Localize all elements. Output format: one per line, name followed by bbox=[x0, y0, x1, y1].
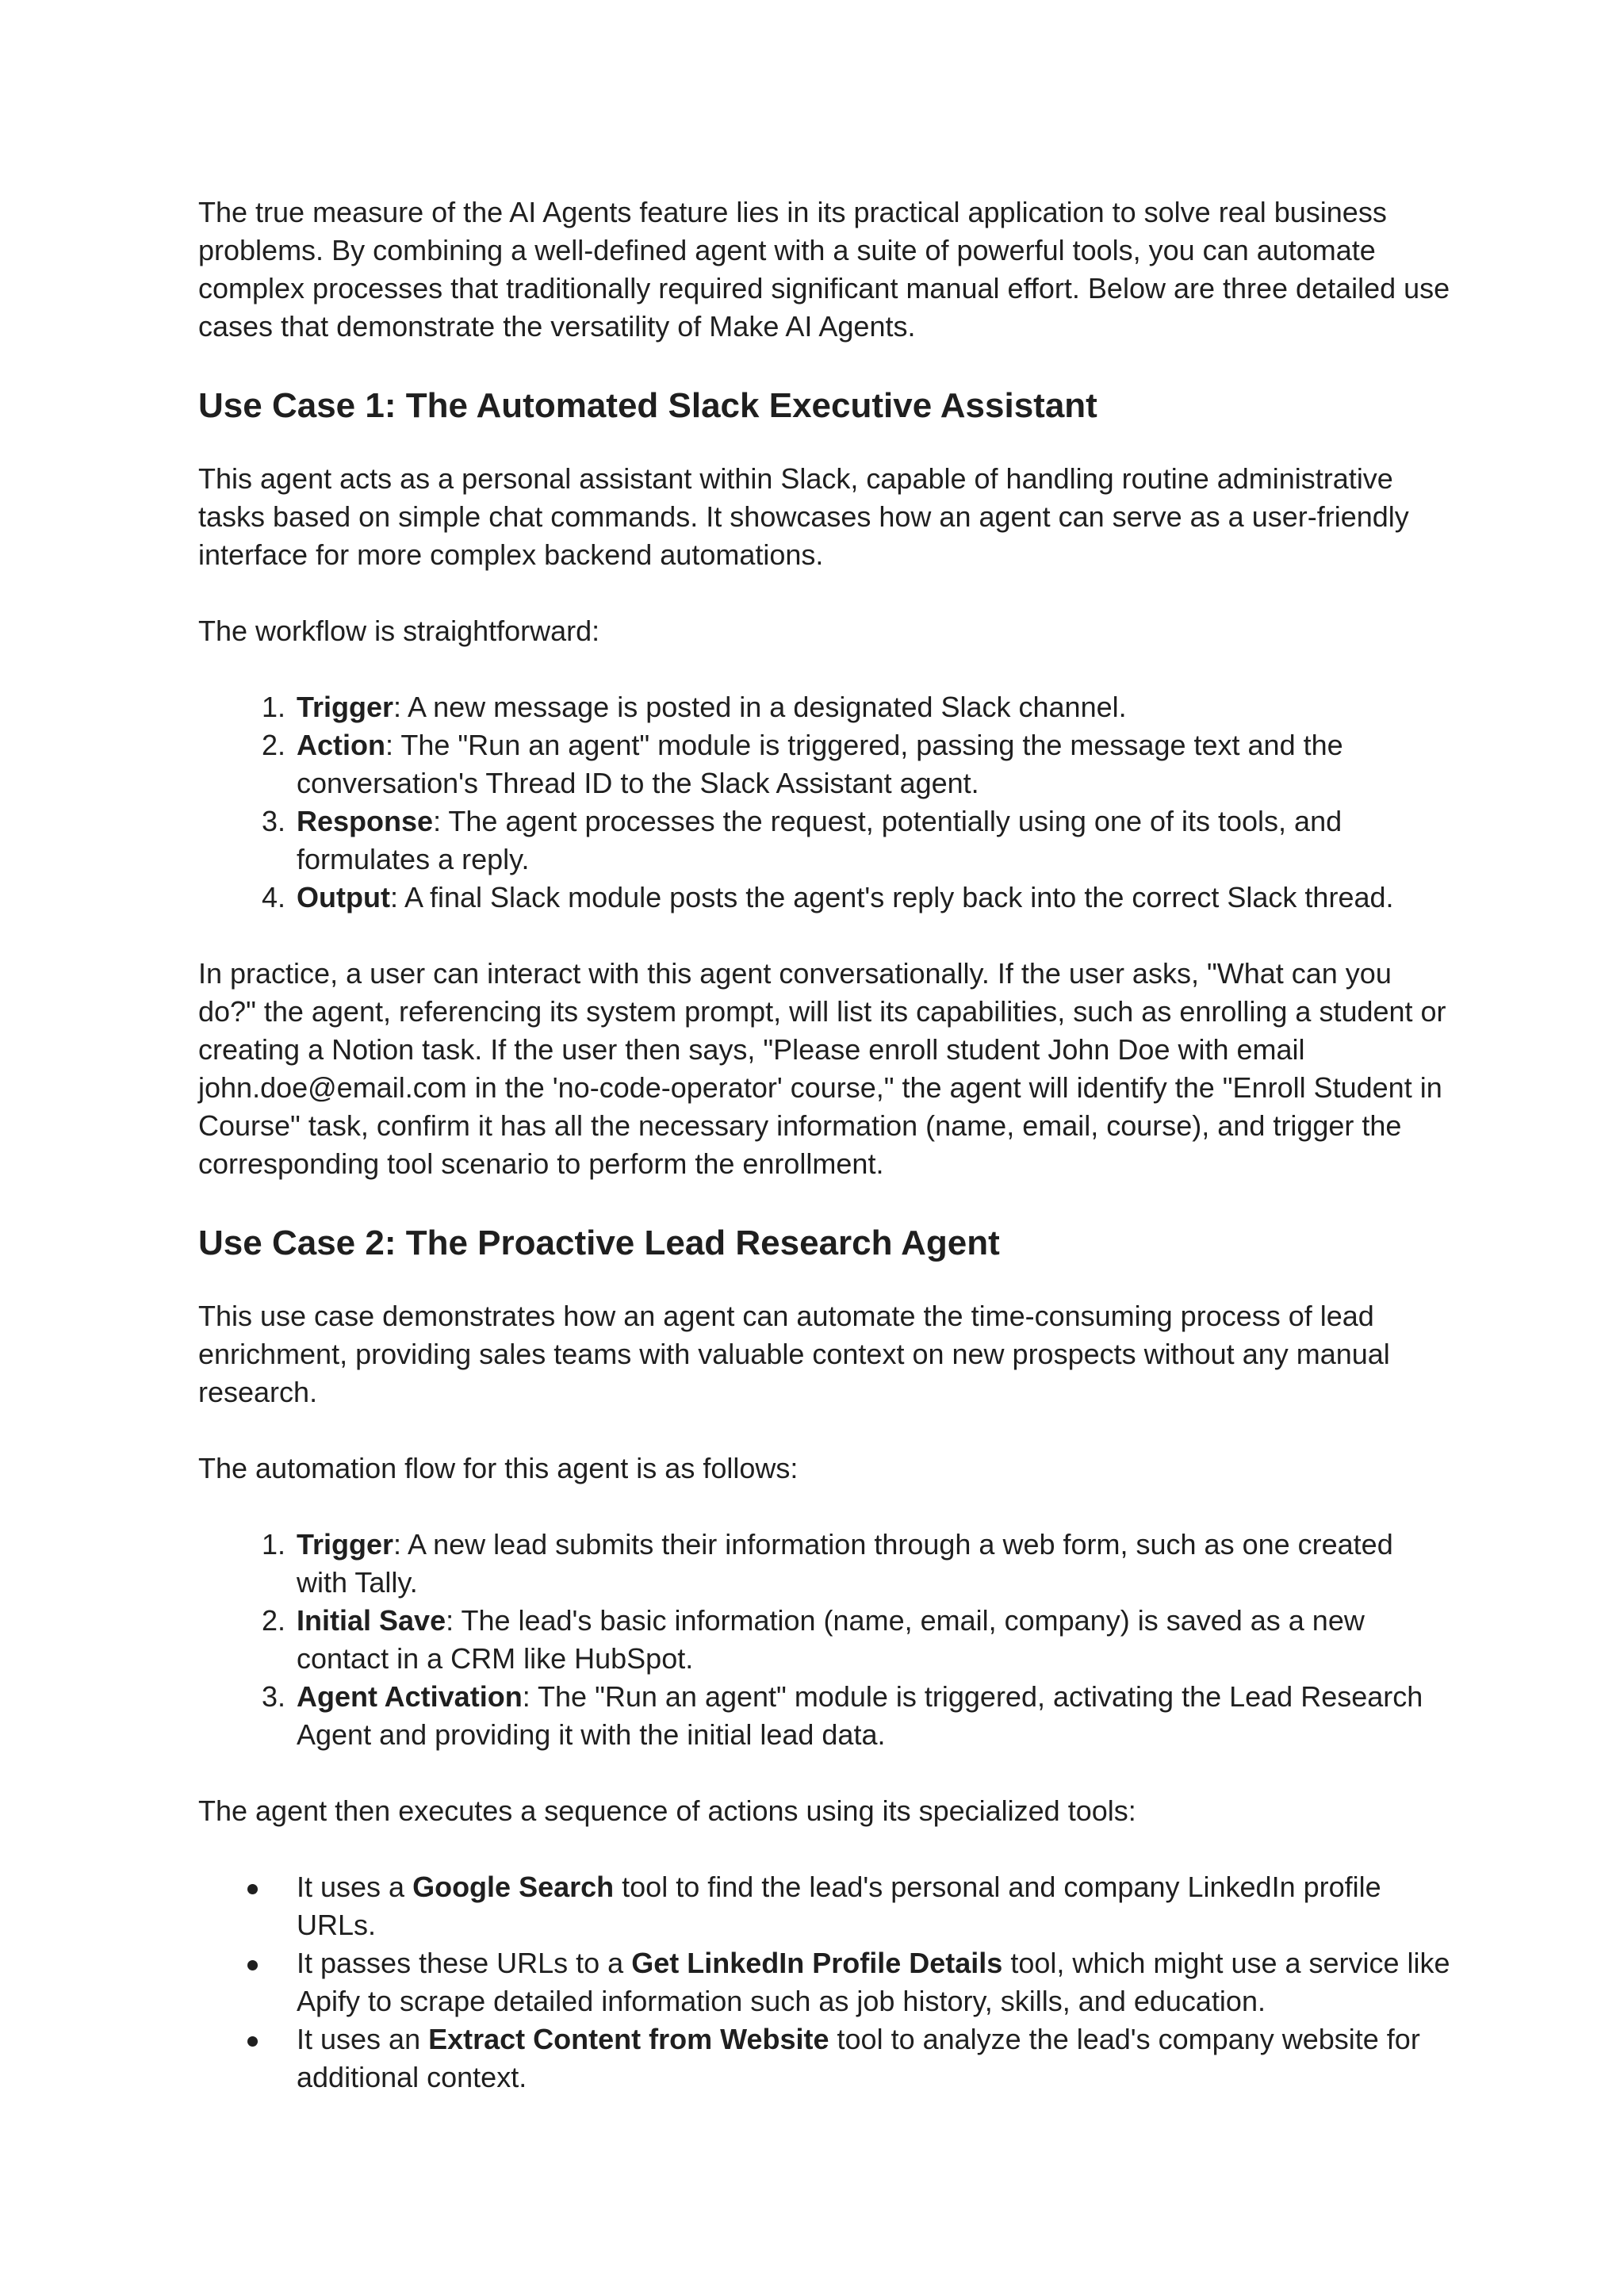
list-number: 3. bbox=[261, 1680, 285, 1713]
list-number: 2. bbox=[261, 1604, 285, 1637]
use-case-1-practice: In practice, a user can interact with this agent conversationally. If the user asks, "What can you do?" the agent, referencing its system prompt, will list its capabilities, such as enrolling a student or creating a Notion task. If the user then says, "Please enroll student John Doe with email john.doe@email.com in the 'no-code-operator' course," the agent will identify the "Enroll Student in Course" task, confirm it has all the necessary information (name, email, course), and trigger the corresponding tool scenario to perform the enrollment. bbox=[198, 957, 1446, 1180]
document-page bbox=[198, 193, 1451, 2097]
bullet-icon bbox=[247, 1960, 258, 1970]
step-term: Trigger bbox=[297, 691, 394, 723]
list-number: 3. bbox=[261, 805, 285, 837]
use-case-1-steps bbox=[198, 688, 1451, 917]
tool-text-after: tool to find the lead's personal and company LinkedIn profile URLs. bbox=[297, 1871, 1381, 1941]
tool-text-after: tool, which might use a service like Apify to scrape detailed information such as job history, skills, and education. bbox=[297, 1947, 1450, 2017]
list-item bbox=[198, 2020, 1451, 2097]
use-case-1-workflow-intro: The workflow is straightforward: bbox=[198, 615, 600, 647]
step-text: : The lead's basic information (name, email, company) is saved as a new contact in a CRM like HubSpot. bbox=[297, 1604, 1365, 1675]
bullet-icon bbox=[247, 1884, 258, 1894]
tool-text-before: It passes these URLs to a bbox=[297, 1947, 632, 1979]
list-number: 2. bbox=[261, 729, 285, 761]
list-item bbox=[198, 1678, 1451, 1754]
use-case-2-steps bbox=[198, 1526, 1451, 1754]
intro-paragraph: The true measure of the AI Agents feature lies in its practical application to solve real business problems. By combining a well-defined agent with a suite of powerful tools, you can automate complex processes that traditionally required significant manual effort. Below are three detailed use cases that demonstrate the versatility of Make AI Agents. bbox=[198, 196, 1450, 343]
use-case-2-flow-intro: The automation flow for this agent is as follows: bbox=[198, 1452, 799, 1484]
step-text: : A new message is posted in a designated Slack channel. bbox=[393, 691, 1127, 723]
step-term: Response bbox=[297, 805, 434, 837]
step-term: Trigger bbox=[297, 1528, 394, 1561]
step-text: : The agent processes the request, potentially using one of its tools, and formulates a reply. bbox=[297, 805, 1342, 875]
step-term: Output bbox=[297, 881, 390, 913]
tool-term: Get LinkedIn Profile Details bbox=[631, 1947, 1003, 1979]
step-text: : A new lead submits their information through a web form, such as one created with Tally. bbox=[297, 1528, 1393, 1599]
list-item bbox=[198, 726, 1451, 802]
step-text: : The "Run an agent" module is triggered, passing the message text and the conversation's Thread ID to the Slack Assistant agent. bbox=[297, 729, 1343, 799]
tool-text-before: It uses an bbox=[297, 2023, 429, 2055]
list-item bbox=[198, 1602, 1451, 1678]
step-text: : The "Run an agent" module is triggered, activating the Lead Research Agent and providing it with the initial lead data. bbox=[297, 1680, 1423, 1751]
tool-text-before: It uses a bbox=[297, 1871, 413, 1903]
use-case-2-heading: Use Case 2: The Proactive Lead Research Agent bbox=[198, 1224, 1000, 1262]
list-item bbox=[198, 1526, 1451, 1602]
list-item bbox=[198, 1944, 1451, 2020]
use-case-1-description: This agent acts as a personal assistant within Slack, capable of handling routine administrative tasks based on simple chat commands. It showcases how an agent can serve as a user-friendly interface for more complex backend automations. bbox=[198, 462, 1409, 571]
list-number: 1. bbox=[261, 1528, 285, 1561]
tool-term: Google Search bbox=[412, 1871, 615, 1903]
use-case-2-description: This use case demonstrates how an agent can automate the time-consuming process of lead enrichment, providing sales teams with valuable context on new prospects without any manual research. bbox=[198, 1300, 1390, 1408]
use-case-2-tools-intro: The agent then executes a sequence of actions using its specialized tools: bbox=[198, 1794, 1136, 1827]
use-case-1-heading: Use Case 1: The Automated Slack Executive Assistant bbox=[198, 386, 1097, 425]
step-term: Agent Activation bbox=[297, 1680, 523, 1713]
step-term: Action bbox=[297, 729, 385, 761]
bullet-icon bbox=[247, 2036, 258, 2047]
step-term: Initial Save bbox=[297, 1604, 446, 1637]
tool-text-after: tool to analyze the lead's company website for additional context. bbox=[297, 2023, 1420, 2093]
list-item bbox=[198, 802, 1451, 879]
list-item bbox=[198, 879, 1451, 917]
list-number: 1. bbox=[261, 691, 285, 723]
list-number: 4. bbox=[261, 881, 285, 913]
list-item bbox=[198, 688, 1451, 726]
list-item bbox=[198, 1868, 1451, 1944]
step-text: : A final Slack module posts the agent's reply back into the correct Slack thread. bbox=[389, 881, 1394, 913]
use-case-2-tools bbox=[198, 1868, 1451, 2097]
tool-term: Extract Content from Website bbox=[428, 2023, 829, 2055]
